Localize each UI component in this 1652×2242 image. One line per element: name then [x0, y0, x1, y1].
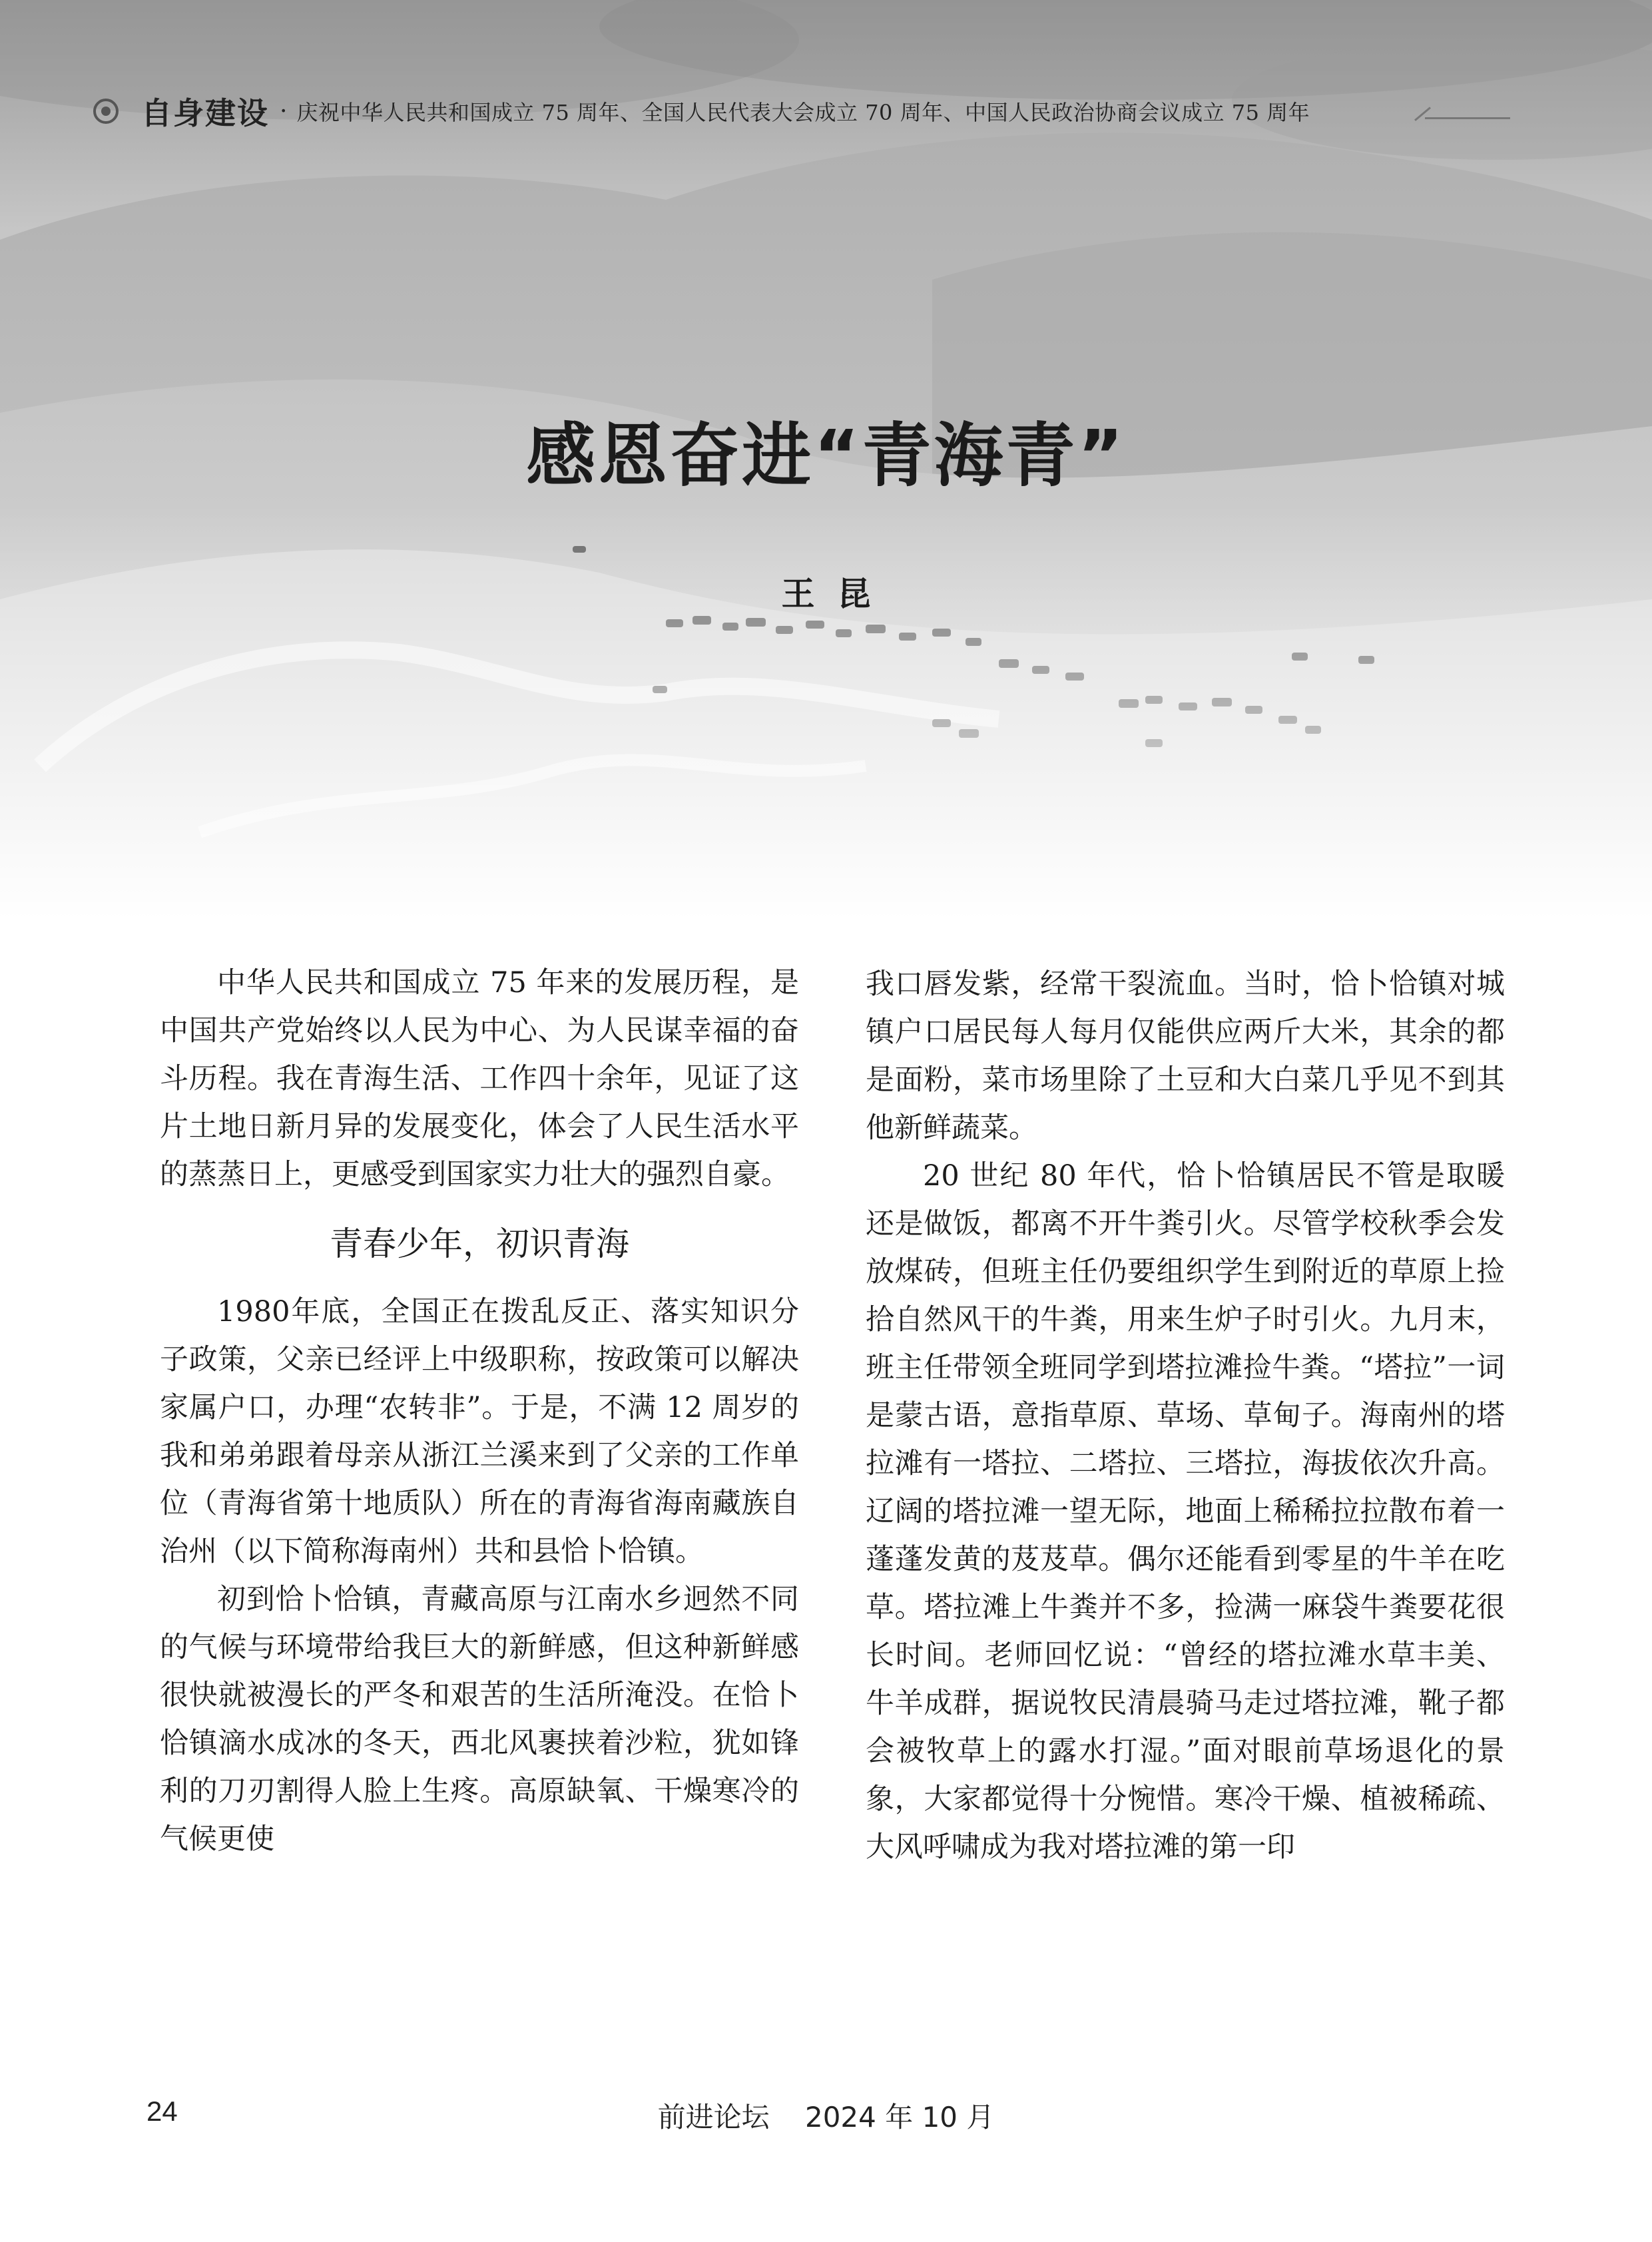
- header-rule: [1425, 117, 1510, 119]
- author-name: 王昆: [781, 575, 894, 613]
- footer-publication: [0, 2096, 1652, 2135]
- section-name: 自身建设: [141, 95, 269, 131]
- target-icon: [93, 99, 119, 124]
- article-title: 感恩奋进“青海青”: [526, 415, 1126, 496]
- text-column-right: [866, 960, 1505, 1871]
- section-header: [93, 88, 1512, 135]
- header-separator: ·: [280, 97, 288, 125]
- paragraph-continued: 我口唇发紫，经常干裂流血。当时，恰卜恰镇对城镇户口居民每人每月仅能供应两斤大米，其余的都是面粉，菜市场里除了土豆和大白菜几乎见不到其他新鲜蔬菜。: [866, 968, 1505, 1145]
- section-subtitle: 庆祝中华人民共和国成立 75 周年、全国人民代表大会成立 70 周年、中国人民政治协商会议成立 75 周年: [296, 100, 1310, 125]
- issue-date: 2024 年 10 月: [804, 2101, 995, 2133]
- paragraph: 1980年底，全国正在拨乱反正、落实知识分子政策，父亲已经评上中级职称，按政策可以解决家属户口，办理“农转非”。于是，不满 12 周岁的我和弟弟跟着母亲从浙江兰溪来到了父亲的工作单位（青海省第十地质队）所在的青海省海南藏族自治州（以下简称海南州）共和县恰卜恰镇。: [160, 1295, 799, 1568]
- paragraph: 初到恰卜恰镇，青藏高原与江南水乡迥然不同的气候与环境带给我巨大的新鲜感，但这种新鲜感很快就被漫长的严冬和艰苦的生活所淹没。在恰卜恰镇滴水成冰的冬天，西北风裹挟着沙粒，犹如锋利的刀刃割得人脸上生疼。高原缺氧、干燥寒冷的气候更使: [160, 1583, 799, 1856]
- paragraph: 20 世纪 80 年代，恰卜恰镇居民不管是取暖还是做饭，都离不开牛粪引火。尽管学校秋季会发放煤砖，但班主任仍要组织学生到附近的草原上捡拾自然风干的牛粪，用来生炉子时引火。九月末，班主任带领全班同学到塔拉滩捡牛粪。“塔拉”一词是蒙古语，意指草原、草场、草甸子。海南州的塔拉滩有一塔拉、二塔拉、三塔拉，海拔依次升高。辽阔的塔拉滩一望无际，地面上稀稀拉拉散布着一蓬蓬发黄的芨芨草。偶尔还能看到零星的牛羊在吃草。塔拉滩上牛粪并不多，捡满一麻袋牛粪要花很长时间。老师回忆说：“曾经的塔拉滩水草丰美、牛羊成群，据说牧民清晨骑马走过塔拉滩，靴子都会被牧草上的露水打湿。”面对眼前草场退化的景象，大家都觉得十分惋惜。寒冷干燥、植被稀疏、大风呼啸成为我对塔拉滩的第一印: [866, 1159, 1505, 1864]
- text-column-left: [160, 959, 799, 1863]
- page-number: 24: [146, 2096, 178, 2127]
- paragraph: 中华人民共和国成立 75 年来的发展历程，是中国共产党始终以人民为中心、为人民谋幸福的奋斗历程。我在青海生活、工作四十余年，见证了这片土地日新月异的发展变化，体会了人民生活水平的蒸蒸日上，更感受到国家实力壮大的强烈自豪。: [160, 966, 799, 1191]
- subheading: 青春少年，初识青海: [330, 1225, 629, 1263]
- publication-name: 前进论坛: [657, 2101, 770, 2133]
